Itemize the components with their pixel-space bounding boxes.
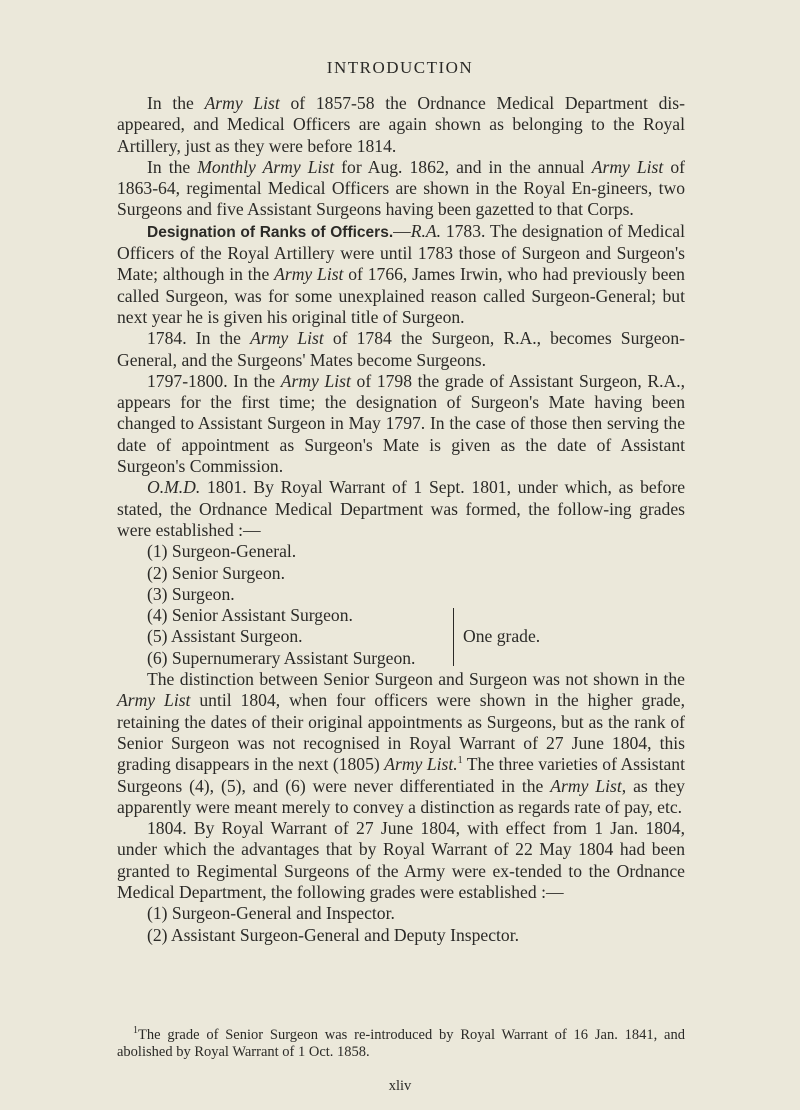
text: The distinction between Senior Surgeon and Surgeon was not shown in the — [147, 669, 685, 690]
running-header: INTRODUCTION — [326, 58, 474, 77]
paragraph-1862 — [117, 157, 685, 221]
italic-title: Army List — [117, 690, 191, 711]
text: for Aug. 1862, and in the annual — [334, 156, 592, 177]
footnote-marker: 1 — [457, 755, 463, 767]
text: 1783. The designation of Medical Officers of the Royal Artillery were until 1783 those of Surgeon and Surgeon's Mate; although in the — [117, 220, 685, 285]
italic-title: Army List — [274, 264, 344, 285]
grade-item: (1) Surgeon-General. — [147, 541, 297, 562]
grade-item: (2) Assistant Surgeon-General and Deputy Inspector. — [147, 924, 519, 945]
text: of 1857-58 the Ordnance Medical Department dis-appeared, and Medical Officers are again shown as belonging to the Royal Artillery, just as they were before 1814. — [117, 93, 685, 156]
paragraph-1797 — [117, 371, 685, 477]
paragraph-1784 — [117, 328, 685, 371]
page-body — [117, 93, 685, 946]
paragraph-1801 — [117, 477, 685, 541]
grade-item: (3) Surgeon. — [147, 583, 235, 604]
text: In the — [147, 93, 205, 113]
grade-item: (4) Senior Assistant Surgeon. — [147, 605, 353, 626]
one-grade-label: One grade. — [463, 626, 541, 647]
grade-item: (2) Senior Surgeon. — [147, 562, 285, 583]
brace-bracket — [443, 608, 454, 666]
text: — — [393, 220, 411, 241]
italic-abbrev: O.M.D. — [147, 477, 201, 498]
text: In the — [147, 156, 198, 177]
section-heading: Designation of Ranks of Officers. — [147, 223, 394, 241]
text: 1801. By Royal Warrant of 1 Sept. 1801, under which, as before stated, the Ordnance Medical Department was formed, the follow-ing grades were established :— — [117, 477, 685, 540]
paragraph-distinction — [117, 669, 685, 818]
grade-group-bracketed — [117, 605, 685, 669]
italic-title: Monthly Army List — [197, 156, 335, 177]
italic-abbrev: R.A. — [410, 220, 442, 241]
grade-item: (5) Assistant Surgeon. — [147, 626, 303, 647]
text: 1797-1800. In the — [147, 370, 281, 391]
italic-title: Army List — [250, 328, 324, 349]
text: 1804. By Royal Warrant of 27 June 1804, with effect from 1 Jan. 1804, under which the advantages that by Royal Warrant of 22 May 1804 had been granted to Regimental Surgeons of the Army were ex-tended to the Ordnance Medical Department, the following grades were established :— — [117, 818, 685, 902]
grade-item: (1) Surgeon-General and Inspector. — [147, 903, 395, 924]
paragraph-1857 — [117, 93, 685, 157]
page-number: xliv — [388, 1078, 412, 1094]
italic-title: Army List — [591, 156, 664, 177]
footnote — [117, 1027, 685, 1061]
text: of 1798 the grade of Assistant Surgeon, R.A., appears for the first time; the designation of Surgeon's Mate having been changed to Assistant Surgeon in May 1797. In the case of those then serving the date of appointment as Surgeon's Mate is given as the date of Assistant Surgeon's Commission. — [117, 370, 686, 477]
italic-title: Army List — [550, 775, 622, 796]
paragraph-designation — [117, 221, 685, 328]
text: of 1766, James Irwin, who had previously been called Surgeon, was for some unexplained reason called Surgeon-General; but next year he is given his original title of Surgeon. — [117, 264, 685, 327]
text: of 1863-64, regimental Medical Officers are shown in the Royal En-gineers, two Surgeons and five Assistant Surgeons having been gazetted to that Corps. — [117, 156, 685, 220]
paragraph-1804 — [117, 818, 685, 903]
text: , as they apparently were meant merely to convey a distinction as regards rate of pay, etc. — [117, 775, 685, 817]
italic-title: Army List — [204, 93, 280, 113]
italic-title: Army List. — [384, 754, 458, 775]
text: until 1804, when four officers were shown in the higher grade, retaining the dates of their original appointments as Surgeons, but as the rank of Senior Surgeon was not recognised in Royal Warrant of 27 June 1804, this grading disappears in the next (1805) — [117, 690, 685, 775]
footnote-text: The grade of Senior Surgeon was re-introduced by Royal Warrant of 16 Jan. 1841, and abolished by Royal Warrant of 1 Oct. 1858. — [117, 1027, 685, 1060]
text: of 1784 the Surgeon, R.A., becomes Surgeon-General, and the Surgeons' Mates become Surgeons. — [117, 328, 685, 370]
grade-item: (6) Supernumerary Assistant Surgeon. — [147, 647, 416, 668]
text: The three varieties of Assistant Surgeons (4), (5), and (6) were never differentiated in the — [117, 754, 685, 796]
italic-title: Army List — [280, 370, 351, 391]
footnote-marker: 1 — [133, 1025, 138, 1037]
text: 1784. In the — [147, 328, 251, 349]
